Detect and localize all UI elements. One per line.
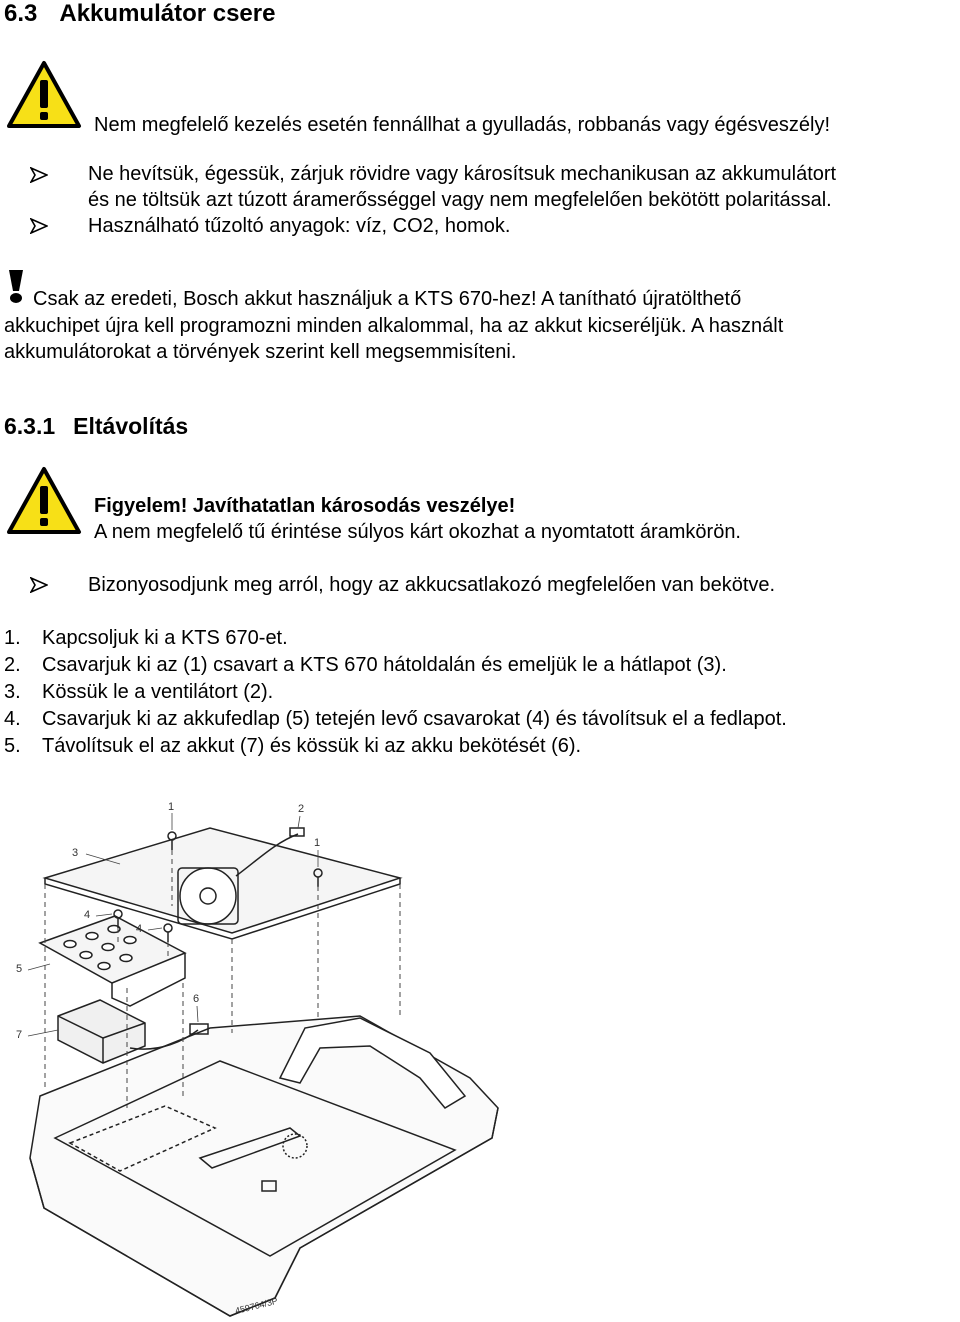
screw	[164, 924, 172, 942]
section-number: 6.3	[4, 0, 38, 27]
callout-label: 1	[314, 837, 321, 849]
arrow-bullet-icon	[30, 167, 48, 183]
callout-label: 7	[16, 1029, 23, 1041]
step-number: 5.	[4, 735, 21, 757]
note-line: akkuchipet újra kell programozni minden alkalommal, ha az akkut kicseréljük. A használt	[4, 315, 784, 337]
callout-label: 5	[16, 963, 23, 975]
exploded-view-figure	[0, 778, 560, 1322]
bullet-line: Bizonyosodjunk meg arról, hogy az akkucsatlakozó megfelelően van bekötve.	[88, 574, 776, 596]
fan	[180, 868, 236, 924]
warning-text: Nem megfelelő kezelés esetén fennállhat a gyulladás, robbanás vagy égésveszély!	[94, 114, 830, 136]
step-number: 1.	[4, 627, 21, 649]
warning-text: A nem megfelelő tű érintése súlyos kárt okozhat a nyomtatott áramkörön.	[94, 521, 741, 543]
arrow-bullet-icon	[30, 218, 48, 234]
step-text: Csavarjuk ki az akkufedlap (5) tetején levő csavarokat (4) és távolítsuk el a fedlapot.	[42, 708, 787, 730]
bullet-line: Használható tűzoltó anyagok: víz, CO2, homok.	[88, 215, 511, 237]
step-text: Távolítsuk el az akkut (7) és kössük ki az akku bekötését (6).	[42, 735, 582, 757]
section-heading	[4, 0, 275, 28]
warning-triangle-icon	[6, 60, 82, 130]
bullet-line: és ne töltsük azt túzott áramerősséggel vagy nem megfelelően bekötött polaritással.	[88, 189, 832, 211]
arrow-bullet-icon	[30, 577, 48, 593]
step-text: Kössük le a ventilátort (2).	[42, 681, 274, 703]
warning-title: Figyelem! Javíthatatlan károsodás veszélye!	[94, 495, 516, 517]
step-text: Kapcsoljuk ki a KTS 670-et.	[42, 627, 288, 649]
note-line: akkumulátorokat a törvények szerint kell megsemmisíteni.	[4, 341, 517, 363]
subsection-number: 6.3.1	[4, 413, 56, 439]
callout-label: 2	[298, 803, 305, 815]
section-title: Akkumulátor csere	[59, 0, 276, 27]
callout-label: 1	[168, 801, 175, 813]
callout-label: 4	[136, 923, 143, 935]
exclamation-icon	[6, 268, 26, 304]
step-number: 3.	[4, 681, 21, 703]
warning-triangle-icon	[6, 466, 82, 536]
callout-label: 3	[72, 847, 79, 859]
subsection-title: Eltávolítás	[73, 413, 189, 439]
step-text: Csavarjuk ki az (1) csavart a KTS 670 hátoldalán és emeljük le a hátlapot (3).	[42, 654, 727, 676]
step-number: 4.	[4, 708, 21, 730]
bullet-line: Ne hevítsük, égessük, zárjuk rövidre vagy károsítsuk mechanikusan az akkumulátort	[88, 163, 837, 185]
callout-label: 4	[84, 909, 91, 921]
callout-label: 6	[193, 993, 200, 1005]
figure-code: 459764/3P	[234, 1295, 279, 1316]
battery-pack	[58, 1000, 145, 1063]
subsection-heading	[4, 413, 188, 440]
step-number: 2.	[4, 654, 21, 676]
note-line: Csak az eredeti, Bosch akkut használjuk a KTS 670-hez! A tanítható újratölthető	[33, 288, 742, 310]
